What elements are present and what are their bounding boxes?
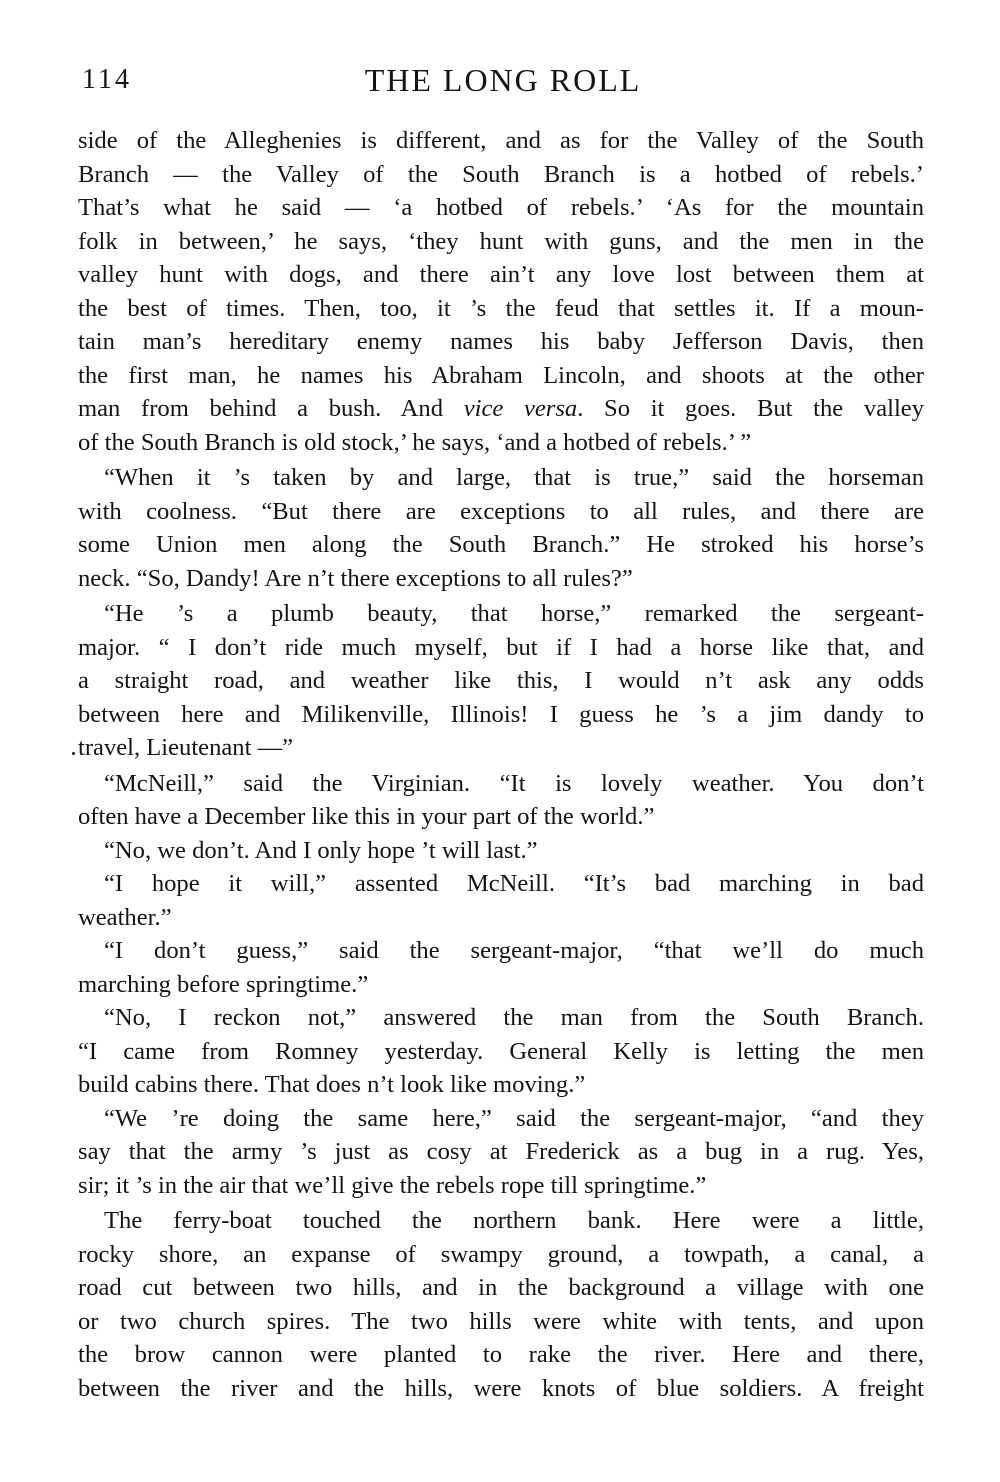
text-line: or two church spires. The two hills were white with tents, and upon (78, 1307, 924, 1335)
text-line: a straight road, and weather like this, I would n’t ask any odds (78, 667, 924, 694)
text-line: valley hunt with dogs, and there ain’t any love lost between them at (78, 261, 924, 288)
text-line: “When it ’s taken by and large, that is true,” said the horseman (104, 464, 924, 491)
text-line: “I don’t guess,” said the sergeant-major, “that we’ll do much (104, 937, 924, 964)
text-line: That’s what he said — ‘a hotbed of rebels.’ ‘As for the mountain (78, 194, 924, 221)
text-line: between the river and the hills, were knots of blue soldiers. A freight (78, 1374, 924, 1402)
page-number: 114 (82, 64, 132, 95)
text-line: “No, we don’t. And I only hope ’t will last.” (104, 836, 538, 864)
text-line: between here and Milikenville, Illinois! I guess he ’s a jim dandy to (78, 700, 924, 728)
running-title: THE LONG ROLL (364, 62, 642, 98)
text-line: the first man, he names his Abraham Lincoln, and shoots at the other (78, 361, 924, 389)
text-line: “He ’s a plumb beauty, that horse,” remarked the sergeant- (104, 600, 924, 627)
text-line: with coolness. “But there are exceptions to all rules, and there are (78, 497, 924, 525)
italic-phrase: vice versa (463, 395, 578, 422)
text-line: road cut between two hills, and in the background a village with one (78, 1274, 924, 1301)
text-line: folk in between,’ he says, ‘they hunt with guns, and the men in the (78, 227, 924, 255)
text-line: of the South Branch is old stock,’ he says, ‘and a hotbed of rebels.’ ” (78, 428, 752, 456)
text-line: build cabins there. That does n’t look like moving.” (78, 1071, 586, 1098)
text-line: weather.” (78, 903, 172, 931)
text-line: tain man’s hereditary enemy names his baby Jefferson Davis, then (78, 328, 924, 355)
text-line: rocky shore, an expanse of swampy ground, a towpath, a canal, a (78, 1240, 924, 1268)
text-line: say that the army ’s just as cosy at Frederick as a bug in a rug. Yes, (78, 1138, 924, 1165)
text-line: The ferry-boat touched the northern bank. Here were a little, (104, 1207, 924, 1234)
text-line: “We ’re doing the same here,” said the sergeant-major, “and they (104, 1104, 924, 1132)
text-line: side of the Alleghenies is different, and as for the Valley of the South (78, 127, 924, 154)
text-line (78, 392, 924, 426)
text-line: neck. “So, Dandy! Are n’t there exceptions to all rules?” (78, 564, 633, 592)
text-line: “I hope it will,” assented McNeill. “It’s bad marching in bad (104, 870, 924, 897)
text-line: sir; it ’s in the air that we’ll give the rebels rope till springtime.” (78, 1171, 707, 1199)
text-line: the best of times. Then, too, it ’s the feud that settles it. If a moun- (78, 294, 924, 322)
text-line: travel, Lieutenant —” (78, 731, 924, 765)
text-line: major. “ I don’t ride much myself, but if I had a horse like that, and (78, 633, 924, 661)
text-body (78, 124, 924, 1405)
text-line: Branch — the Valley of the South Branch is a hotbed of rebels.’ (78, 160, 924, 188)
text-line: some Union men along the South Branch.” He stroked his horse’s (78, 531, 924, 558)
text-line: “McNeill,” said the Virginian. “It is lovely weather. You don’t (104, 769, 924, 797)
text-segment: man from behind a bush. And (78, 395, 444, 422)
text-line: the brow cannon were planted to rake the river. Here and there, (78, 1341, 924, 1368)
running-head (82, 62, 924, 102)
text-line: often have a December like this in your part of the world.” (78, 803, 655, 830)
text-line: “I came from Romney yesterday. General Kelly is letting the men (78, 1037, 924, 1065)
text-line: “No, I reckon not,” answered the man from the South Branch. (104, 1004, 924, 1031)
text-segment: . So it goes. But the valley (577, 395, 924, 422)
text-line: marching before springtime.” (78, 970, 369, 998)
